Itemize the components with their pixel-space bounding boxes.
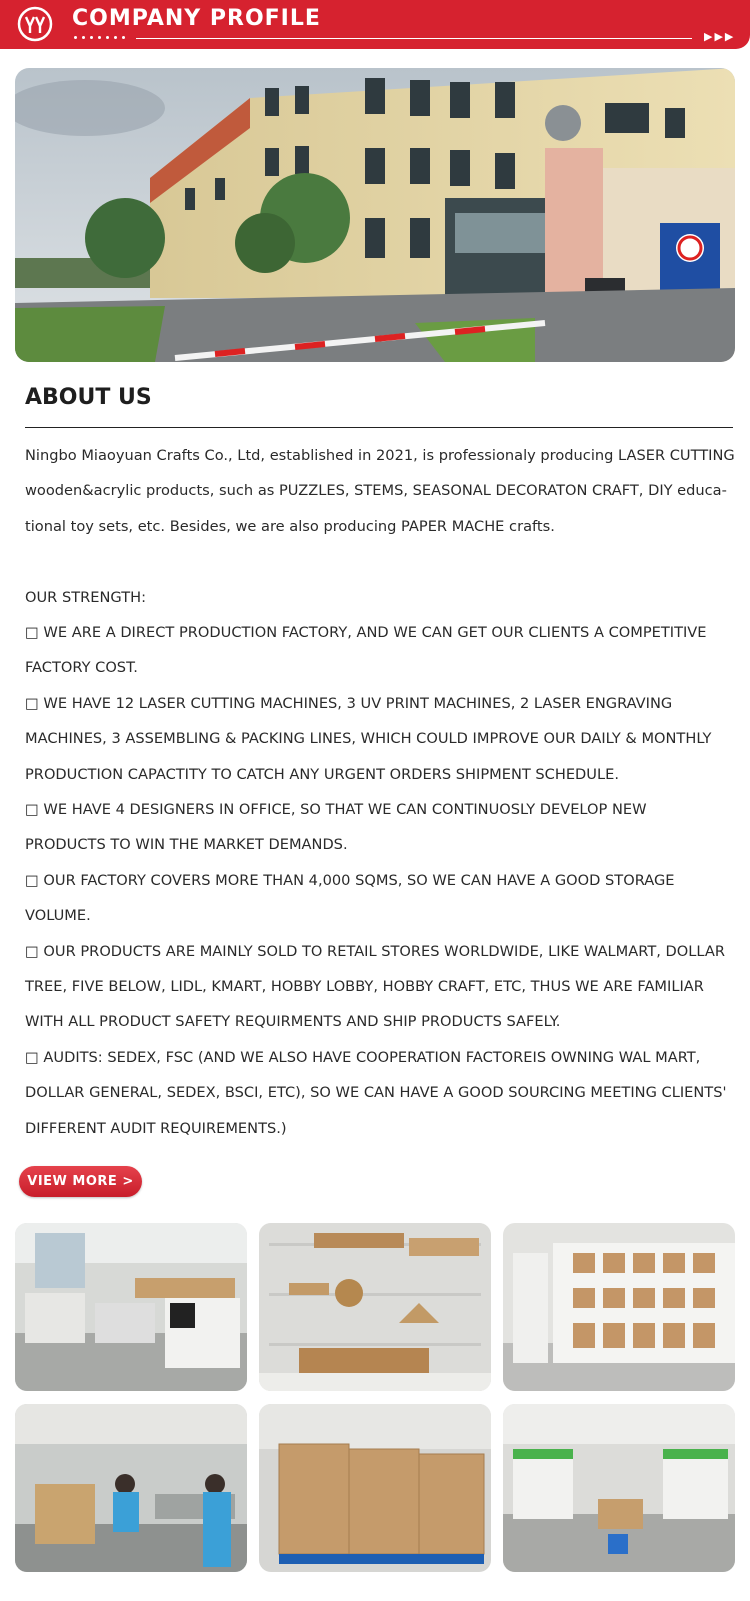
strength-line: MACHINES, 3 ASSEMBLING & PACKING LINES, WHICH COULD IMPROVE OUR DAILY & MONTHLY bbox=[25, 730, 712, 748]
company-logo-my-icon bbox=[17, 6, 53, 42]
strength-line: □ OUR PRODUCTS ARE MAINLY SOLD TO RETAIL STORES WORLDWIDE, LIKE WALMART, DOLLAR bbox=[25, 942, 725, 960]
warehouse-cartons-photo bbox=[259, 1404, 491, 1572]
strength-line: □ WE ARE A DIRECT PRODUCTION FACTORY, AND WE CAN GET OUR CLIENTS A COMPETITIVE bbox=[25, 624, 707, 642]
strength-line: □ WE HAVE 12 LASER CUTTING MACHINES, 3 UV PRINT MACHINES, 2 LASER ENGRAVING bbox=[25, 694, 673, 712]
triple-arrow-right-icon: ▶▶▶ bbox=[704, 30, 736, 43]
office-photo bbox=[15, 1223, 247, 1391]
product-display-shelf-photo bbox=[503, 1223, 735, 1391]
strength-line: TREE, FIVE BELOW, LIDL, KMART, HOBBY LOBBY, HOBBY CRAFT, ETC, THUS WE ARE FAMILIAR bbox=[25, 978, 704, 996]
strength-heading: OUR STRENGTH: bbox=[25, 588, 146, 606]
page-header bbox=[0, 0, 750, 49]
intro-line: Ningbo Miaoyuan Crafts Co., Ltd, established in 2021, is professionaly producing LASER CUTTING bbox=[25, 447, 735, 464]
strength-line: □ WE HAVE 4 DESIGNERS IN OFFICE, SO THAT WE CAN CONTINUOSLY DEVELOP NEW bbox=[25, 801, 647, 819]
showroom-shelf-photo bbox=[259, 1223, 491, 1391]
strength-line: □ AUDITS: SEDEX, FSC (AND WE ALSO HAVE COOPERATION FACTOREIS OWNING WAL MART, bbox=[25, 1048, 701, 1066]
header-divider bbox=[136, 38, 692, 39]
about-us-divider bbox=[25, 427, 733, 428]
strength-line: PRODUCTION CAPACTITY TO CATCH ANY URGENT ORDERS SHIPMENT SCHEDULE. bbox=[25, 765, 619, 783]
about-us-body bbox=[25, 438, 737, 1146]
strength-list bbox=[25, 615, 737, 1146]
strength-line: WITH ALL PRODUCT SAFETY REQUIRMENTS AND SHIP PRODUCTS SAFELY. bbox=[25, 1013, 561, 1031]
page-title: COMPANY PROFILE bbox=[72, 6, 321, 31]
strength-line: VOLUME. bbox=[25, 907, 91, 925]
laser-machines-photo bbox=[503, 1404, 735, 1572]
strength-line: □ OUR FACTORY COVERS MORE THAN 4,000 SQMS, SO WE CAN HAVE A GOOD STORAGE bbox=[25, 871, 675, 889]
intro-line: tional toy sets, etc. Besides, we are also producing PAPER MACHE crafts. bbox=[25, 517, 555, 535]
strength-line: FACTORY COST. bbox=[25, 659, 138, 677]
workshop-workers-photo bbox=[15, 1404, 247, 1572]
strength-line: PRODUCTS TO WIN THE MARKET DEMANDS. bbox=[25, 836, 348, 854]
about-us-heading: ABOUT US bbox=[25, 385, 152, 410]
intro-line: wooden&acrylic products, such as PUZZLES, STEMS, SEASONAL DECORATON CRAFT, DIY educa- bbox=[25, 482, 727, 500]
strength-line: DIFFERENT AUDIT REQUIREMENTS.) bbox=[25, 1119, 287, 1137]
factory-building-photo bbox=[15, 68, 735, 362]
strength-line: DOLLAR GENERAL, SEDEX, BSCI, ETC), SO WE CAN HAVE A GOOD SOURCING MEETING CLIENTS' bbox=[25, 1084, 727, 1102]
view-more-button[interactable]: VIEW MORE > bbox=[19, 1166, 142, 1197]
header-dots-decoration bbox=[74, 36, 134, 40]
